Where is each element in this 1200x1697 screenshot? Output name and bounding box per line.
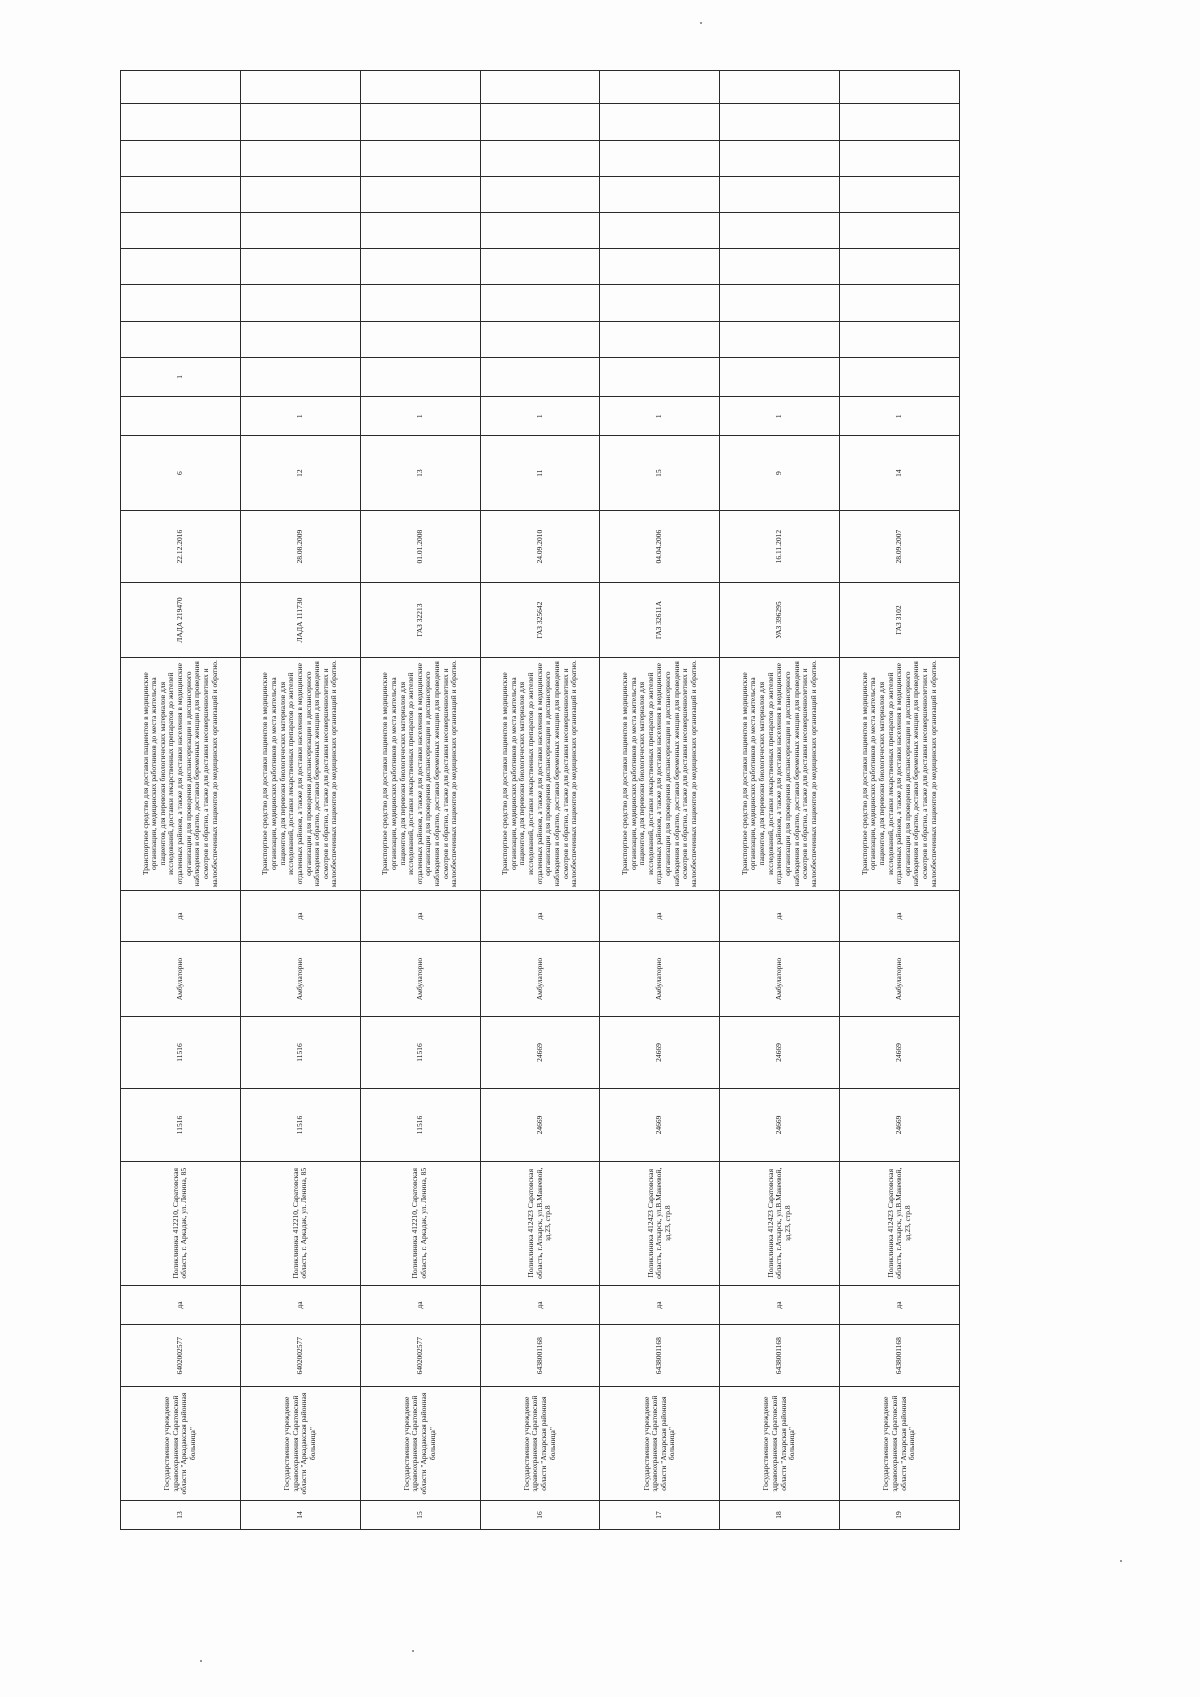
empty-cell (600, 104, 720, 140)
empty-cell (240, 212, 360, 248)
value-1: 24669 (720, 1089, 840, 1161)
yes-flag: да (480, 890, 600, 942)
extra-cell (480, 357, 600, 396)
vehicle-register-table (120, 70, 960, 1530)
vehicle-age: 6 (121, 436, 241, 511)
empty-cell (240, 285, 360, 321)
registration-date: 24.09.2010 (480, 510, 600, 582)
empty-cell (480, 249, 600, 285)
scan-speck (1120, 1560, 1122, 1562)
table-row (840, 71, 960, 1530)
empty-cell (480, 71, 600, 104)
vehicle-purpose: Транспортное средство для доставки пациентов в медицинские организации, медицинских работников до места жительства пациентов, для перевозки биологических материалов для исследований, доставки лекарственных препаратов до жителей отдаленных районов, а также для доставки населения в медицинские организации для проведения диспансеризации и диспансерного наблюдения и обратно, доставки беременных женщин для проведения осмотров и обратно, а также для доставки несовершеннолетних и малообеспеченных пациентов до медицинских организаций и обратно. (121, 657, 241, 890)
mark-cell: 1 (360, 397, 480, 436)
extra-cell (720, 357, 840, 396)
empty-cell (121, 249, 241, 285)
empty-cell (840, 140, 960, 176)
empty-cell (360, 212, 480, 248)
mark-cell: 1 (600, 397, 720, 436)
care-type: Амбулаторно (840, 942, 960, 1017)
row-number: 15 (360, 1501, 480, 1530)
inn-code: 6402002577 (121, 1325, 241, 1387)
vehicle-age: 12 (240, 436, 360, 511)
empty-cell (720, 212, 840, 248)
value-2: 24669 (600, 1016, 720, 1088)
value-2: 24669 (720, 1016, 840, 1088)
registration-date: 22.12.2016 (121, 510, 241, 582)
row-number: 14 (240, 1501, 360, 1530)
empty-cell (720, 285, 840, 321)
empty-cell (600, 140, 720, 176)
yes-flag: да (360, 890, 480, 942)
registration-date: 16.11.2012 (720, 510, 840, 582)
empty-cell (360, 285, 480, 321)
value-2: 24669 (840, 1016, 960, 1088)
value-1: 24669 (480, 1089, 600, 1161)
empty-cell (121, 176, 241, 212)
registration-date: 28.08.2009 (240, 510, 360, 582)
extra-cell (240, 357, 360, 396)
facility-address: Поликлиника 412423 Саратовская область, г.Аткарск, ул.В.Макеевой, зд.23, стр.8 (480, 1161, 600, 1285)
facility-address: Поликлиника 412210, Саратовская область, г. Аркадак, ул. Ленина, 85 (240, 1161, 360, 1285)
extra-cell (360, 357, 480, 396)
yes-flag: да (600, 890, 720, 942)
empty-cell (360, 140, 480, 176)
empty-cell (600, 71, 720, 104)
empty-cell (240, 321, 360, 357)
empty-cell (600, 321, 720, 357)
registration-date: 04.04.2006 (600, 510, 720, 582)
inn-code: 6438001168 (600, 1325, 720, 1387)
empty-cell (360, 104, 480, 140)
empty-cell (480, 176, 600, 212)
value-1: 24669 (600, 1089, 720, 1161)
mark-cell (121, 397, 241, 436)
extra-cell: 1 (121, 357, 241, 396)
empty-cell (121, 321, 241, 357)
organization-name: Государственное учреждение здравоохранения Саратовской области "Аткарская районная больница" (840, 1387, 960, 1501)
vehicle-purpose: Транспортное средство для доставки пациентов в медицинские организации, медицинских работников до места жительства пациентов, для перевозки биологических материалов для исследований, доставки лекарственных препаратов до жителей отдаленных районов, а также для доставки населения в медицинские организации для проведения диспансеризации и диспансерного наблюдения и обратно, доставки беременных женщин для проведения осмотров и обратно, а также для доставки несовершеннолетних и малообеспеченных пациентов до медицинских организаций и обратно. (480, 657, 600, 890)
vehicle-purpose: Транспортное средство для доставки пациентов в медицинские организации, медицинских работников до места жительства пациентов, для перевозки биологических материалов для исследований, доставки лекарственных препаратов до жителей отдаленных районов, а также для доставки населения в медицинские организации для проведения диспансеризации и диспансерного наблюдения и обратно, доставки беременных женщин для проведения осмотров и обратно, а также для доставки несовершеннолетних и малообеспеченных пациентов до медицинских организаций и обратно. (360, 657, 480, 890)
flag-yes: да (240, 1285, 360, 1324)
value-1: 11516 (240, 1089, 360, 1161)
empty-cell (600, 285, 720, 321)
organization-name: Государственное учреждение здравоохранения Саратовской области "Аткарская районная больница" (600, 1387, 720, 1501)
vehicle-age: 15 (600, 436, 720, 511)
yes-flag: да (240, 890, 360, 942)
care-type: Амбулаторно (121, 942, 241, 1017)
vehicle-model: ГАЗ 325642 (480, 583, 600, 658)
table-body (121, 71, 960, 1530)
registration-date: 28.09.2007 (840, 510, 960, 582)
empty-cell (240, 71, 360, 104)
row-number: 18 (720, 1501, 840, 1530)
row-number: 13 (121, 1501, 241, 1530)
vehicle-age: 9 (720, 436, 840, 511)
vehicle-model: ЛАДА 111730 (240, 583, 360, 658)
empty-cell (720, 71, 840, 104)
table-row (480, 71, 600, 1530)
table-row (121, 71, 241, 1530)
empty-cell (840, 249, 960, 285)
empty-cell (840, 176, 960, 212)
vehicle-purpose: Транспортное средство для доставки пациентов в медицинские организации, медицинских работников до места жительства пациентов, для перевозки биологических материалов для исследований, доставки лекарственных препаратов до жителей отдаленных районов, а также для доставки населения в медицинские организации для проведения диспансеризации и диспансерного наблюдения и обратно, доставки беременных женщин для проведения осмотров и обратно, а также для доставки несовершеннолетних и малообеспеченных пациентов до медицинских организаций и обратно. (240, 657, 360, 890)
vehicle-age: 13 (360, 436, 480, 511)
yes-flag: да (720, 890, 840, 942)
organization-name: Государственное учреждение здравоохранения Саратовской области "Аркадакская районная больница" (121, 1387, 241, 1501)
vehicle-purpose: Транспортное средство для доставки пациентов в медицинские организации, медицинских работников до места жительства пациентов, для перевозки биологических материалов для исследований, доставки лекарственных препаратов до жителей отдаленных районов, а также для доставки населения в медицинские организации для проведения диспансеризации и диспансерного наблюдения и обратно, доставки беременных женщин для проведения осмотров и обратно, а также для доставки несовершеннолетних и малообеспеченных пациентов до медицинских организаций и обратно. (720, 657, 840, 890)
empty-cell (480, 212, 600, 248)
empty-cell (360, 71, 480, 104)
care-type: Амбулаторно (600, 942, 720, 1017)
empty-cell (600, 176, 720, 212)
empty-cell (480, 285, 600, 321)
extra-cell (840, 357, 960, 396)
vehicle-model: ГАЗ 3102 (840, 583, 960, 658)
vehicle-purpose: Транспортное средство для доставки пациентов в медицинские организации, медицинских работников до места жительства пациентов, для перевозки биологических материалов для исследований, доставки лекарственных препаратов до жителей отдаленных районов, а также для доставки населения в медицинские организации для проведения диспансеризации и диспансерного наблюдения и обратно, доставки беременных женщин для проведения осмотров и обратно, а также для доставки несовершеннолетних и малообеспеченных пациентов до медицинских организаций и обратно. (840, 657, 960, 890)
value-2: 24669 (480, 1016, 600, 1088)
mark-cell: 1 (480, 397, 600, 436)
inn-code: 6402002577 (240, 1325, 360, 1387)
table-row (360, 71, 480, 1530)
empty-cell (360, 321, 480, 357)
inn-code: 6438001168 (840, 1325, 960, 1387)
organization-name: Государственное учреждение здравоохранения Саратовской области "Аркадакская районная больница" (360, 1387, 480, 1501)
vehicle-age: 14 (840, 436, 960, 511)
flag-yes: да (600, 1285, 720, 1324)
empty-cell (121, 104, 241, 140)
empty-cell (360, 176, 480, 212)
empty-cell (360, 249, 480, 285)
value-2: 11516 (240, 1016, 360, 1088)
empty-cell (121, 140, 241, 176)
flag-yes: да (480, 1285, 600, 1324)
vehicle-age: 11 (480, 436, 600, 511)
scan-speck (700, 22, 702, 24)
organization-name: Государственное учреждение здравоохранения Саратовской области "Аткарская районная больница" (480, 1387, 600, 1501)
flag-yes: да (121, 1285, 241, 1324)
empty-cell (480, 321, 600, 357)
yes-flag: да (840, 890, 960, 942)
scan-speck (412, 1650, 414, 1652)
facility-address: Поликлиника 412423 Саратовская область, г.Аткарск, ул.В.Макеевой, зд.23, стр.8 (840, 1161, 960, 1285)
empty-cell (240, 249, 360, 285)
value-1: 11516 (360, 1089, 480, 1161)
empty-cell (240, 140, 360, 176)
table-row (240, 71, 360, 1530)
care-type: Амбулаторно (720, 942, 840, 1017)
care-type: Амбулаторно (360, 942, 480, 1017)
empty-cell (121, 285, 241, 321)
vehicle-model: УАЗ 396295 (720, 583, 840, 658)
extra-cell (600, 357, 720, 396)
vehicle-purpose: Транспортное средство для доставки пациентов в медицинские организации, медицинских работников до места жительства пациентов, для перевозки биологических материалов для исследований, доставки лекарственных препаратов до жителей отдаленных районов, а также для доставки населения в медицинские организации для проведения диспансеризации и диспансерного наблюдения и обратно, доставки беременных женщин для проведения осмотров и обратно, а также для доставки несовершеннолетних и малообеспеченных пациентов до медицинских организаций и обратно. (600, 657, 720, 890)
empty-cell (720, 176, 840, 212)
care-type: Амбулаторно (480, 942, 600, 1017)
empty-cell (840, 71, 960, 104)
table-row (720, 71, 840, 1530)
flag-yes: да (840, 1285, 960, 1324)
empty-cell (840, 321, 960, 357)
empty-cell (840, 104, 960, 140)
yes-flag: да (121, 890, 241, 942)
empty-cell (121, 212, 241, 248)
empty-cell (121, 71, 241, 104)
empty-cell (600, 212, 720, 248)
value-1: 11516 (121, 1089, 241, 1161)
flag-yes: да (720, 1285, 840, 1324)
empty-cell (720, 104, 840, 140)
value-2: 11516 (360, 1016, 480, 1088)
empty-cell (720, 249, 840, 285)
empty-cell (240, 104, 360, 140)
mark-cell: 1 (840, 397, 960, 436)
inn-code: 6402002577 (360, 1325, 480, 1387)
empty-cell (480, 104, 600, 140)
empty-cell (840, 212, 960, 248)
rotated-table-wrapper (120, 70, 960, 1530)
facility-address: Поликлиника 412210, Саратовская область, г. Аркадак, ул. Ленина, 85 (360, 1161, 480, 1285)
facility-address: Поликлиника 412423 Саратовская область, г.Аткарск, ул.В.Макеевой, зд.23, стр.8 (600, 1161, 720, 1285)
mark-cell: 1 (240, 397, 360, 436)
empty-cell (600, 249, 720, 285)
organization-name: Государственное учреждение здравоохранения Саратовской области "Аркадакская районная больница" (240, 1387, 360, 1501)
row-number: 16 (480, 1501, 600, 1530)
vehicle-model: ЛАДА 219470 (121, 583, 241, 658)
empty-cell (720, 140, 840, 176)
registration-date: 01.01.2008 (360, 510, 480, 582)
facility-address: Поликлиника 412423 Саратовская область, г.Аткарск, ул.В.Макеевой, зд.23, стр.8 (720, 1161, 840, 1285)
organization-name: Государственное учреждение здравоохранения Саратовской области "Аткарская районная больница" (720, 1387, 840, 1501)
value-2: 11516 (121, 1016, 241, 1088)
care-type: Амбулаторно (240, 942, 360, 1017)
empty-cell (480, 140, 600, 176)
vehicle-model: ГАЗ 32611А (600, 583, 720, 658)
inn-code: 6438001168 (720, 1325, 840, 1387)
value-1: 24669 (840, 1089, 960, 1161)
row-number: 19 (840, 1501, 960, 1530)
table-row (600, 71, 720, 1530)
inn-code: 6438001168 (480, 1325, 600, 1387)
empty-cell (240, 176, 360, 212)
empty-cell (840, 285, 960, 321)
vehicle-model: ГАЗ 32213 (360, 583, 480, 658)
scan-speck (200, 1660, 202, 1662)
flag-yes: да (360, 1285, 480, 1324)
row-number: 17 (600, 1501, 720, 1530)
facility-address: Поликлиника 412210, Саратовская область, г. Аркадак, ул. Ленина, 85 (121, 1161, 241, 1285)
empty-cell (720, 321, 840, 357)
mark-cell: 1 (720, 397, 840, 436)
